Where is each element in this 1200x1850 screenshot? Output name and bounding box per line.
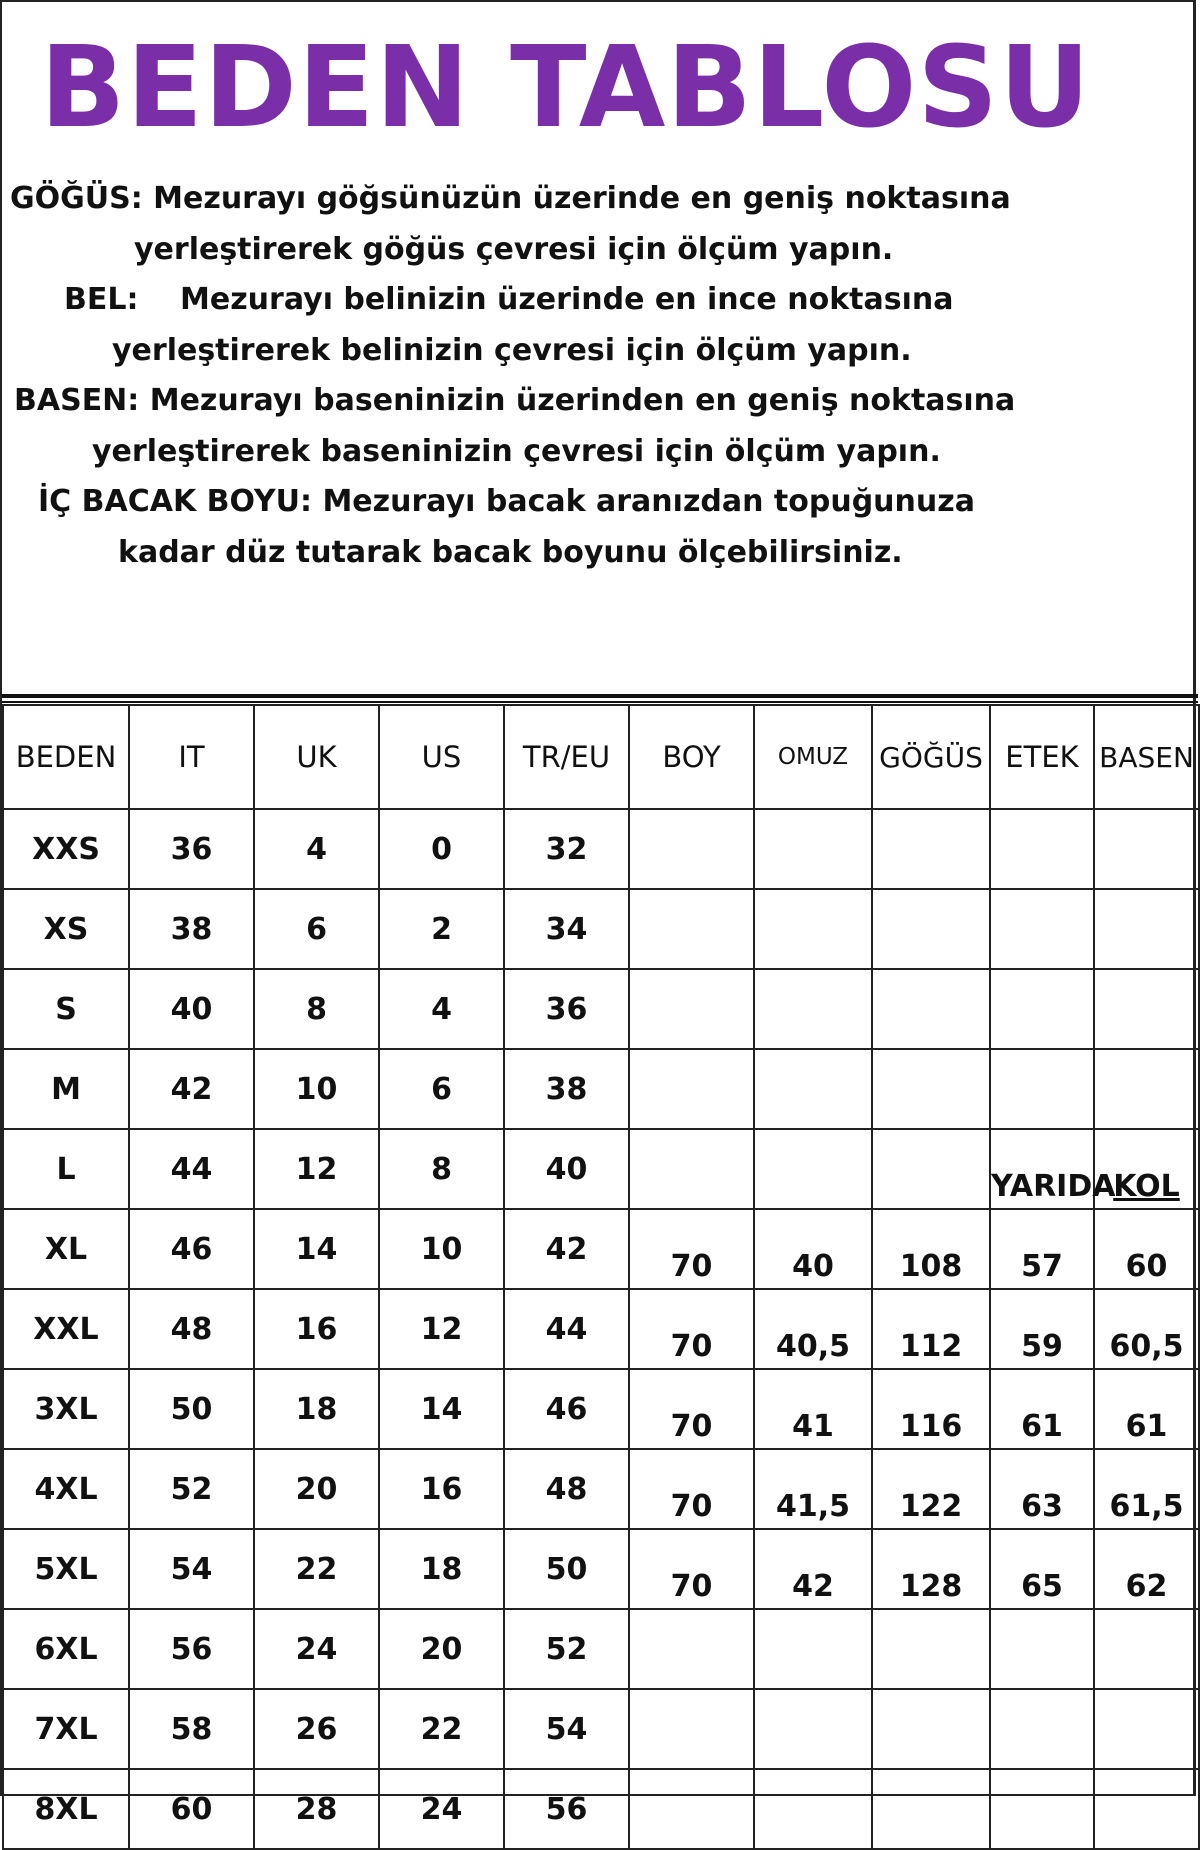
size-label-cell: XL <box>3 1209 129 1289</box>
instruction-waist <box>2 275 992 326</box>
table-row <box>3 1609 1199 1689</box>
table-cell: 50 <box>129 1369 254 1449</box>
table-cell <box>1094 809 1199 889</box>
table-cell: 4 <box>254 809 379 889</box>
table-cell: 54 <box>504 1689 629 1769</box>
column-header-tr-eu: TR/EU <box>504 705 629 809</box>
table-row <box>3 1289 1199 1369</box>
table-cell: 38 <box>129 889 254 969</box>
table-row <box>3 1449 1199 1529</box>
table-cell: 44 <box>129 1129 254 1209</box>
table-cell <box>872 1129 990 1209</box>
table-cell: 56 <box>504 1769 629 1849</box>
column-header-basen: BASEN <box>1094 705 1199 809</box>
subheader-yarida: YARIDA <box>990 1129 1094 1209</box>
instruction-hip-cont: yerleştirerek baseninizin çevresi için ölçüm yapın. <box>92 433 941 469</box>
table-cell: 48 <box>129 1289 254 1369</box>
table-row <box>3 1049 1199 1129</box>
table-cell: 42 <box>504 1209 629 1289</box>
table-row <box>3 1209 1199 1289</box>
table-cell: 24 <box>254 1609 379 1689</box>
table-cell: 36 <box>129 809 254 889</box>
table-cell: 14 <box>379 1369 504 1449</box>
table-cell: 48 <box>504 1449 629 1529</box>
table-cell: 4 <box>379 969 504 1049</box>
table-cell <box>629 1609 754 1689</box>
size-label-cell: L <box>3 1129 129 1209</box>
table-cell <box>1094 969 1199 1049</box>
table-cell: 42 <box>754 1529 872 1609</box>
table-cell <box>754 1609 872 1689</box>
page-title <box>40 23 1092 153</box>
table-cell: 44 <box>504 1289 629 1369</box>
table-cell: 12 <box>379 1289 504 1369</box>
table-cell: 34 <box>504 889 629 969</box>
table-cell: 52 <box>504 1609 629 1689</box>
table-cell <box>872 1049 990 1129</box>
table-cell: 60 <box>129 1769 254 1849</box>
instruction-chest: GÖĞÜS: Mezurayı göğsünüzün üzerinde en geniş noktasına <box>10 181 1011 216</box>
table-cell <box>990 1049 1094 1129</box>
table-cell <box>872 809 990 889</box>
table-cell: 63 <box>990 1449 1094 1529</box>
table-row <box>3 889 1199 969</box>
table-cell: 61 <box>1094 1369 1199 1449</box>
table-cell: 70 <box>629 1449 754 1529</box>
table-cell: 2 <box>379 889 504 969</box>
table-cell: 20 <box>379 1609 504 1689</box>
table-cell: 46 <box>129 1209 254 1289</box>
table-cell: 6 <box>379 1049 504 1129</box>
subheader-kol: KOL <box>1094 1129 1199 1209</box>
table-row <box>3 1689 1199 1769</box>
table-cell: 26 <box>254 1689 379 1769</box>
table-cell <box>754 1689 872 1769</box>
table-cell: 112 <box>872 1289 990 1369</box>
table-cell: 61,5 <box>1094 1449 1199 1529</box>
table-cell: 40 <box>504 1129 629 1209</box>
table-cell: 18 <box>379 1529 504 1609</box>
table-cell: 42 <box>129 1049 254 1129</box>
double-divider-bottom <box>2 701 1198 703</box>
table-row <box>3 1369 1199 1449</box>
table-cell: 46 <box>504 1369 629 1449</box>
table-cell: 41 <box>754 1369 872 1449</box>
table-cell: 61 <box>990 1369 1094 1449</box>
table-cell: 41,5 <box>754 1449 872 1529</box>
title-word-1: BEDEN <box>40 23 471 153</box>
table-cell <box>1094 1609 1199 1689</box>
instruction-chest-cont: yerleştirerek göğüs çevresi için ölçüm yapın. <box>134 231 894 267</box>
table-cell: 14 <box>254 1209 379 1289</box>
size-label-cell: S <box>3 969 129 1049</box>
measurement-instructions <box>2 174 1016 578</box>
table-header-row <box>3 705 1199 809</box>
table-cell: 6 <box>254 889 379 969</box>
table-cell <box>872 1769 990 1849</box>
table-row <box>3 1529 1199 1609</box>
table-cell <box>872 1609 990 1689</box>
table-cell: 50 <box>504 1529 629 1609</box>
table-cell: 65 <box>990 1529 1094 1609</box>
table-cell: 24 <box>379 1769 504 1849</box>
table-cell <box>1094 1049 1199 1129</box>
table-cell: 8 <box>254 969 379 1049</box>
table-cell: 0 <box>379 809 504 889</box>
table-cell <box>754 1769 872 1849</box>
table-cell <box>754 1049 872 1129</box>
size-label-cell: 5XL <box>3 1529 129 1609</box>
title-word-2: TABLOSU <box>510 23 1092 153</box>
column-header-etek: ETEK <box>990 705 1094 809</box>
table-cell: 40 <box>754 1209 872 1289</box>
table-cell: 70 <box>629 1369 754 1449</box>
column-header-it: IT <box>129 705 254 809</box>
instruction-waist-key: BEL: <box>64 282 139 317</box>
table-cell <box>990 889 1094 969</box>
size-label-cell: 7XL <box>3 1689 129 1769</box>
table-cell <box>629 969 754 1049</box>
double-divider-top <box>2 694 1198 698</box>
table-cell: 70 <box>629 1529 754 1609</box>
size-table <box>2 704 1200 1850</box>
size-label-cell: XXL <box>3 1289 129 1369</box>
table-cell: 18 <box>254 1369 379 1449</box>
table-cell <box>754 889 872 969</box>
table-cell: 56 <box>129 1609 254 1689</box>
table-cell: 52 <box>129 1449 254 1529</box>
table-cell <box>754 809 872 889</box>
size-label-cell: M <box>3 1049 129 1129</box>
table-cell <box>629 1769 754 1849</box>
table-cell <box>629 889 754 969</box>
table-cell <box>990 809 1094 889</box>
table-cell: 28 <box>254 1769 379 1849</box>
table-cell <box>629 1129 754 1209</box>
table-cell: 36 <box>504 969 629 1049</box>
table-row <box>3 1769 1199 1849</box>
table-cell: 54 <box>129 1529 254 1609</box>
table-cell: 32 <box>504 809 629 889</box>
size-label-cell: 3XL <box>3 1369 129 1449</box>
column-header-g-s: GÖĞÜS <box>872 705 990 809</box>
table-cell <box>872 889 990 969</box>
table-cell <box>754 1129 872 1209</box>
size-label-cell: 8XL <box>3 1769 129 1849</box>
table-cell: 10 <box>254 1049 379 1129</box>
column-header-us: US <box>379 705 504 809</box>
table-row <box>3 969 1199 1049</box>
table-cell <box>1094 1689 1199 1769</box>
table-cell: 22 <box>379 1689 504 1769</box>
instruction-inseam: İÇ BACAK BOYU: Mezurayı bacak aranızdan topuğunuza <box>38 484 975 519</box>
table-cell <box>1094 1769 1199 1849</box>
table-cell <box>629 1049 754 1129</box>
table-cell <box>990 1689 1094 1769</box>
table-cell <box>629 809 754 889</box>
table-cell <box>872 1689 990 1769</box>
table-cell <box>990 1609 1094 1689</box>
table-cell: 16 <box>379 1449 504 1529</box>
table-cell <box>872 969 990 1049</box>
table-cell <box>629 1689 754 1769</box>
table-cell: 12 <box>254 1129 379 1209</box>
table-cell: 122 <box>872 1449 990 1529</box>
table-cell: 70 <box>629 1289 754 1369</box>
table-row <box>3 809 1199 889</box>
table-cell: 70 <box>629 1209 754 1289</box>
column-header-boy: BOY <box>629 705 754 809</box>
table-cell: 20 <box>254 1449 379 1529</box>
table-cell <box>990 1769 1094 1849</box>
table-row <box>3 1129 1199 1209</box>
table-cell: 38 <box>504 1049 629 1129</box>
table-cell: 58 <box>129 1689 254 1769</box>
table-cell <box>1094 889 1199 969</box>
size-label-cell: 6XL <box>3 1609 129 1689</box>
instruction-waist-cont: yerleştirerek belinizin çevresi için ölçüm yapın. <box>112 332 912 368</box>
size-label-cell: XXS <box>3 809 129 889</box>
table-cell: 57 <box>990 1209 1094 1289</box>
table-cell: 60 <box>1094 1209 1199 1289</box>
size-label-cell: 4XL <box>3 1449 129 1529</box>
table-cell: 10 <box>379 1209 504 1289</box>
table-cell <box>990 969 1094 1049</box>
column-header-uk: UK <box>254 705 379 809</box>
table-cell: 16 <box>254 1289 379 1369</box>
instruction-waist-text: Mezurayı belinizin üzerinde en ince noktasına <box>180 282 954 317</box>
table-cell: 59 <box>990 1289 1094 1369</box>
table-cell: 40 <box>129 969 254 1049</box>
table-cell: 60,5 <box>1094 1289 1199 1369</box>
column-header-omuz: OMUZ <box>754 705 872 809</box>
instruction-inseam-cont: kadar düz tutarak bacak boyunu ölçebilirsiniz. <box>118 534 903 570</box>
table-cell: 62 <box>1094 1529 1199 1609</box>
column-header-beden: BEDEN <box>3 705 129 809</box>
table-cell: 40,5 <box>754 1289 872 1369</box>
instruction-hip: BASEN: Mezurayı baseninizin üzerinden en geniş noktasına <box>14 383 1016 418</box>
table-cell: 128 <box>872 1529 990 1609</box>
table-cell: 108 <box>872 1209 990 1289</box>
table-cell <box>754 969 872 1049</box>
size-label-cell: XS <box>3 889 129 969</box>
table-cell: 22 <box>254 1529 379 1609</box>
table-cell: 8 <box>379 1129 504 1209</box>
table-cell: 116 <box>872 1369 990 1449</box>
